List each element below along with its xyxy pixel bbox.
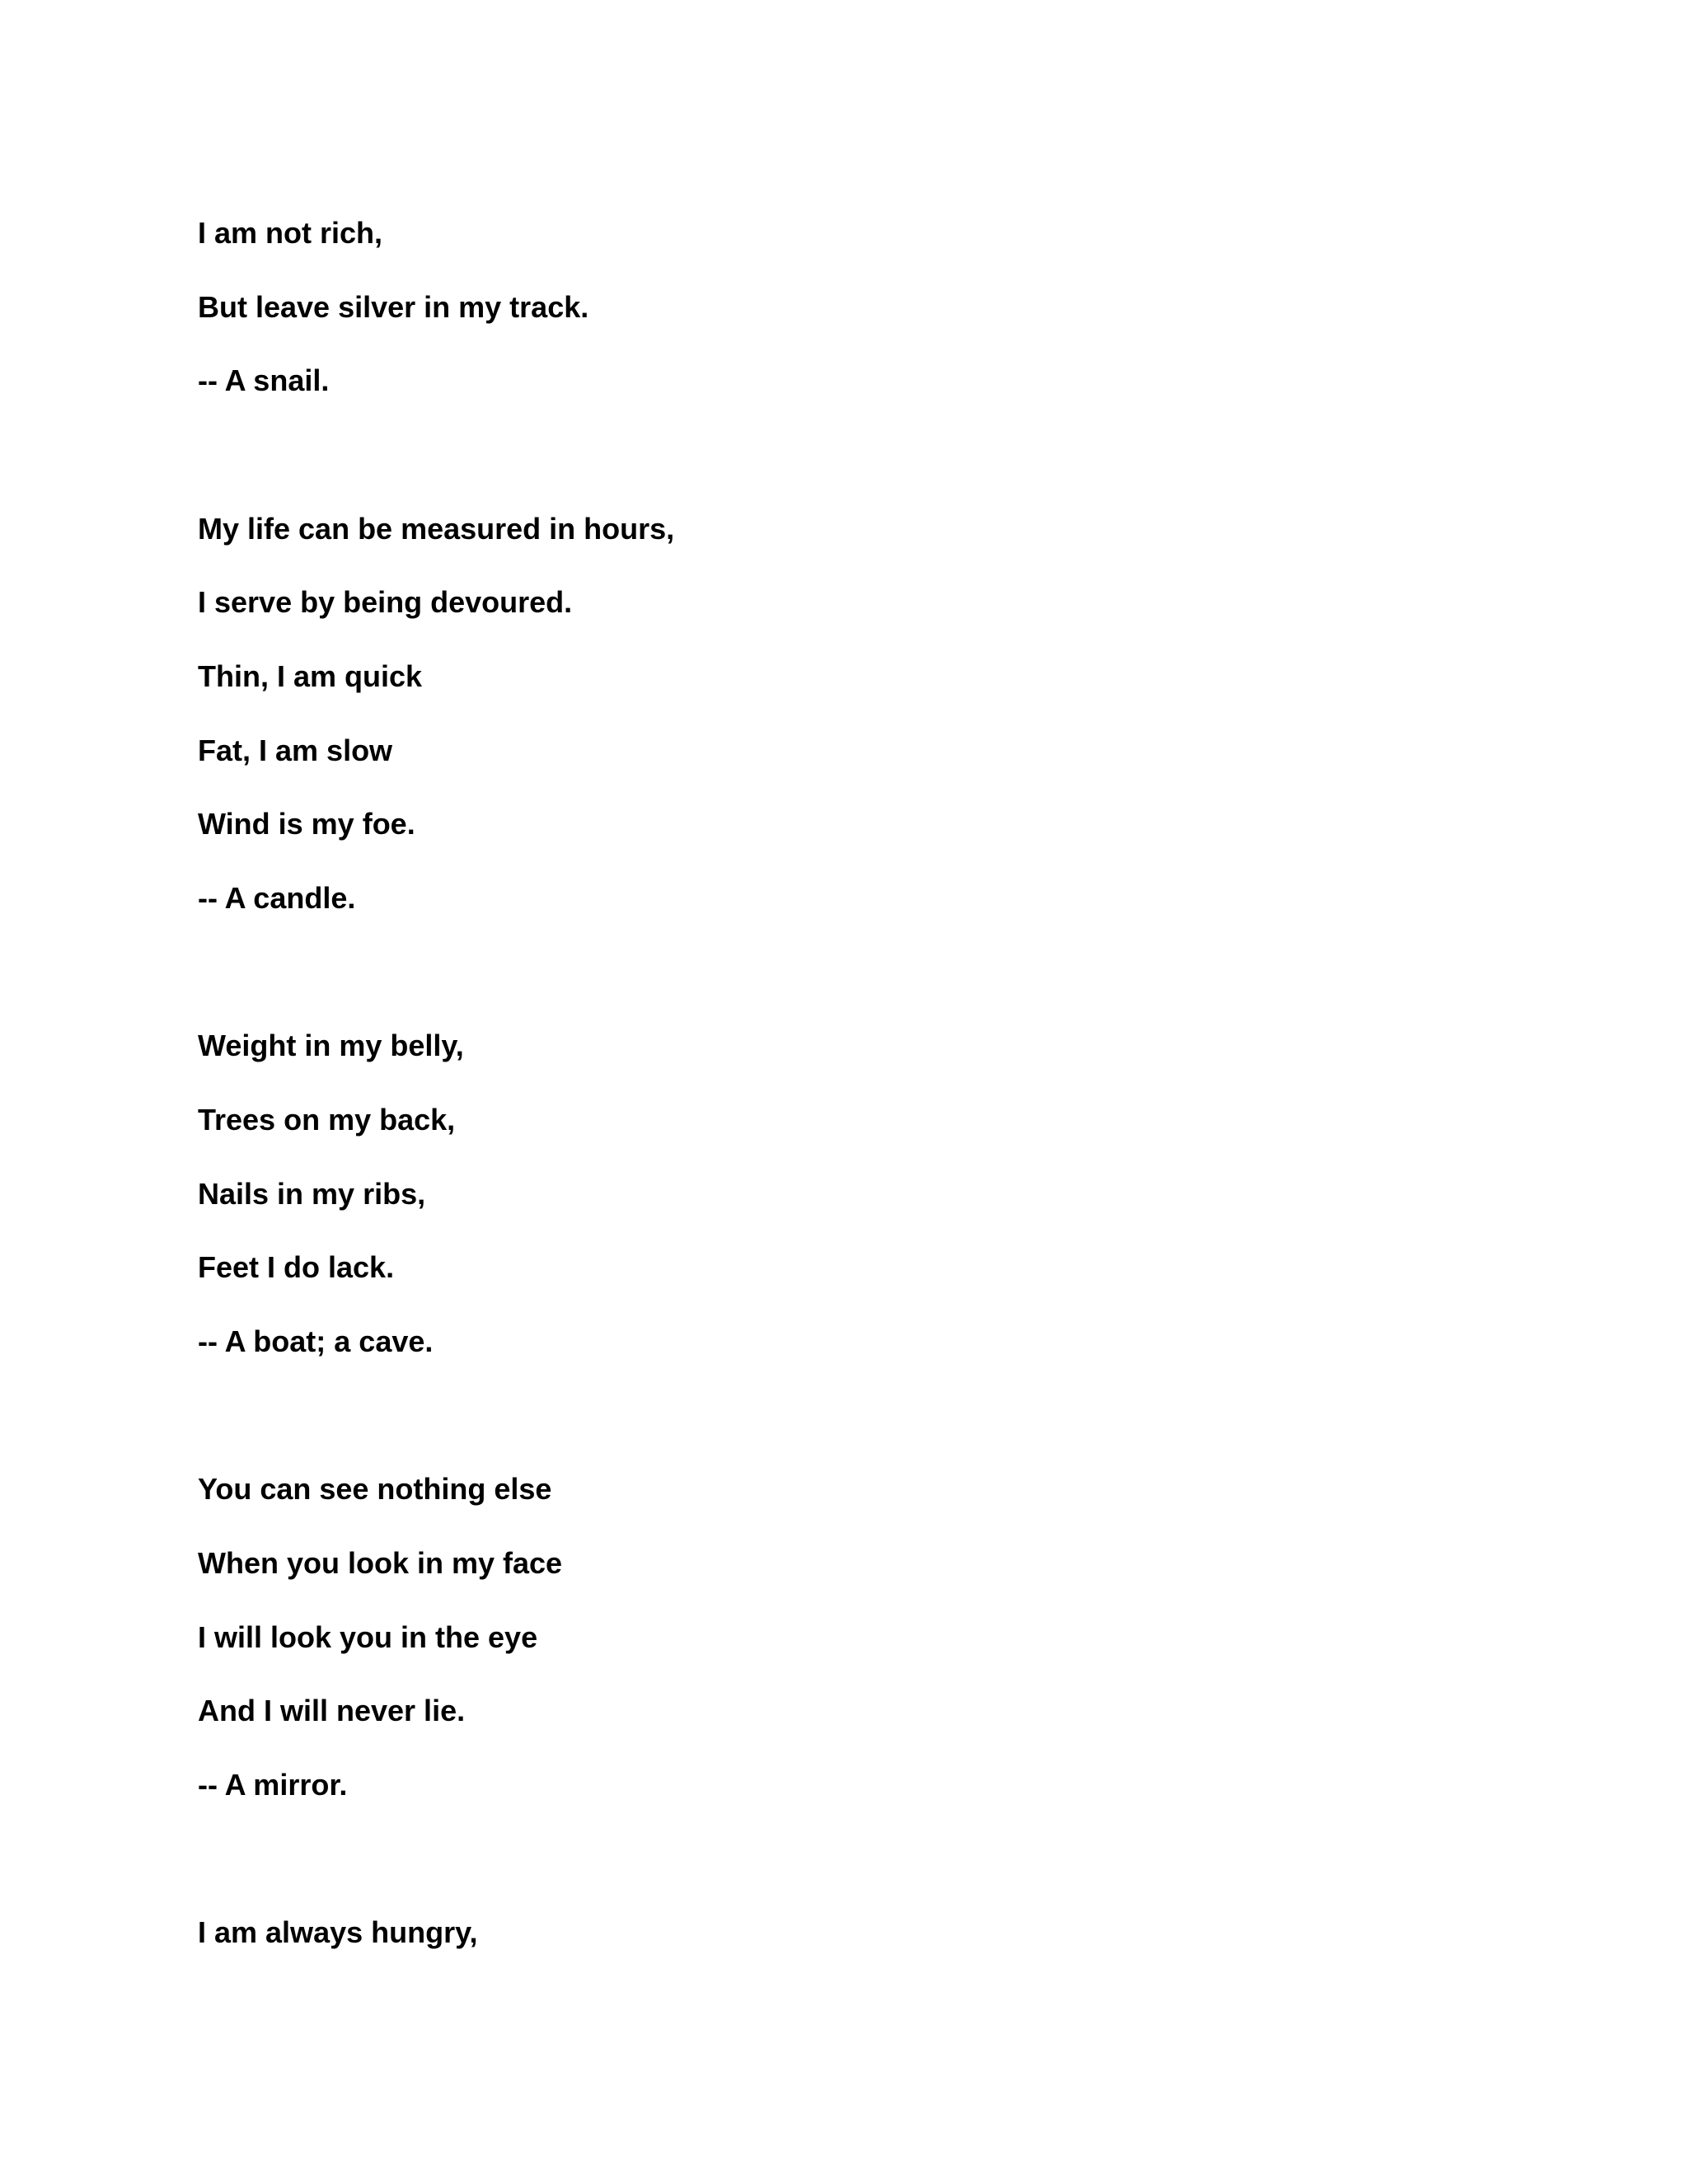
riddle-line: But leave silver in my track. xyxy=(198,289,589,324)
riddle-line: My life can be measured in hours, xyxy=(198,511,675,546)
riddle-line: You can see nothing else xyxy=(198,1472,552,1507)
riddle-line: I will look you in the eye xyxy=(198,1619,538,1654)
riddle-boat-cave xyxy=(198,1009,1484,1378)
riddle-line: Fat, I am slow xyxy=(198,733,393,767)
riddle-line: And I will never lie. xyxy=(198,1694,466,1728)
riddle-answer: -- A candle. xyxy=(198,880,356,915)
riddle-mirror xyxy=(198,1452,1484,1821)
riddle-line: Thin, I am quick xyxy=(198,658,423,693)
riddle-answer: -- A snail. xyxy=(198,363,330,398)
riddle-list xyxy=(198,196,1484,2044)
riddle-line: Wind is my foe. xyxy=(198,807,415,841)
riddle-line: I serve by being devoured. xyxy=(198,585,573,620)
riddle-line: Feet I do lack. xyxy=(198,1250,395,1285)
riddle-answer: -- A boat; a cave. xyxy=(198,1324,434,1358)
riddle-line: I am always hungry, xyxy=(198,1915,478,1950)
riddle-line: When you look in my face xyxy=(198,1545,563,1580)
riddle-line: Trees on my back, xyxy=(198,1102,456,1137)
riddle-candle xyxy=(198,492,1484,935)
riddle-line: Weight in my belly, xyxy=(198,1029,464,1063)
riddle-snail xyxy=(198,196,1484,418)
riddle-line: I am not rich, xyxy=(198,216,383,250)
riddle-line: Nails in my ribs, xyxy=(198,1176,426,1211)
riddle-hungry xyxy=(198,1896,1484,1970)
riddle-answer: -- A mirror. xyxy=(198,1767,348,1802)
